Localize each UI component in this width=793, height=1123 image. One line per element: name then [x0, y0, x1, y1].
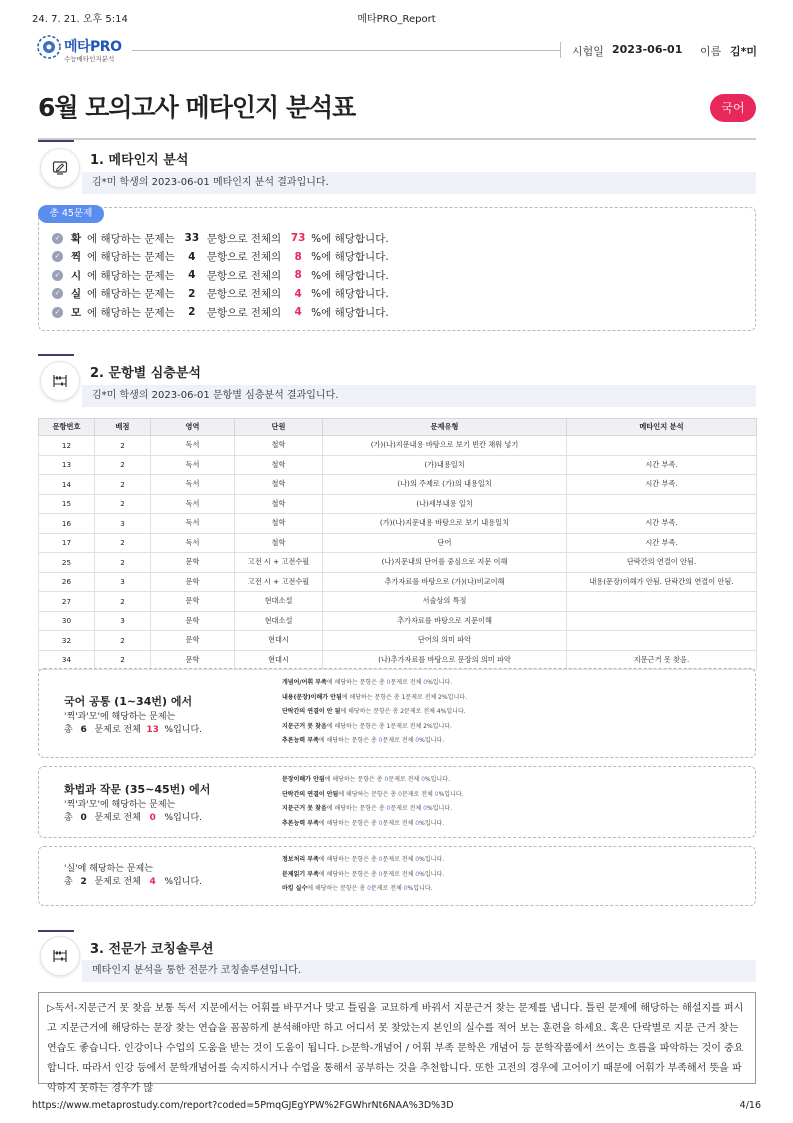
- detail-name: 내용(문장)이해가 안됨: [282, 693, 342, 701]
- detail-line: [282, 734, 467, 749]
- table-cell: 시간 부족.: [567, 514, 757, 534]
- question-analysis-table: [38, 418, 757, 670]
- table-cell: 지문근거 못 찾음.: [567, 650, 757, 670]
- table-cell: 단락간의 연결이 안됨.: [567, 553, 757, 573]
- top-separator: [560, 42, 561, 58]
- top-divider: [132, 50, 560, 51]
- summary-phrase-c: %에 해당합니다.: [311, 232, 389, 245]
- summary-count: 2: [188, 306, 196, 318]
- table-cell: 25: [39, 553, 95, 573]
- table-header-cell: 영역: [151, 419, 235, 436]
- table-cell: (가)(나)지문내용 바탕으로 보기 빈칸 채워 넣기: [323, 436, 567, 456]
- abacus-icon: [52, 948, 68, 964]
- detail-text-b: 문제로 전체: [388, 776, 422, 783]
- detail-text-c: %입니다.: [419, 819, 445, 827]
- summary-percent: 8: [294, 269, 302, 281]
- detail-line: [282, 676, 467, 691]
- print-title: 메타PRO_Report: [357, 14, 436, 25]
- table-cell: 27: [39, 592, 95, 612]
- table-cell: 13: [39, 455, 95, 475]
- detail-name: 개념어/어휘 부족: [282, 679, 327, 686]
- detail-line: [282, 773, 464, 788]
- table-cell: 추가자료를 바탕으로 지문이해: [323, 611, 567, 631]
- total-questions-pill: 총 45문제: [38, 205, 104, 223]
- detail-count: 0: [378, 870, 383, 878]
- detail-line: [282, 720, 467, 735]
- table-row: [39, 631, 757, 651]
- sil-analysis-line2: [64, 876, 202, 889]
- detail-line: [282, 788, 464, 803]
- detail-name: 문제읽기 부족: [282, 870, 319, 878]
- detail-text-b: 문제로 전체: [382, 737, 416, 744]
- detail-text-b: 문제로 전체: [401, 790, 435, 798]
- table-cell: [567, 494, 757, 514]
- summary-category: 실: [71, 288, 82, 300]
- table-row: [39, 611, 757, 631]
- detail-text-a: 에 해당하는 문항은 총: [326, 805, 387, 812]
- detail-text-a: 에 해당하는 문항은 총 2문제로 전체 4%입니다.: [340, 708, 466, 715]
- detail-text-a: 에 해당하는 문항은 총: [324, 776, 385, 783]
- section3-icon: [40, 936, 80, 976]
- detail-percent: 0: [403, 885, 408, 892]
- hwa-mid: 문제로 전체: [94, 813, 141, 823]
- summary-row: [52, 285, 389, 303]
- table-row: [39, 553, 757, 573]
- detail-line: [282, 802, 464, 817]
- common-pct: 13: [146, 725, 159, 735]
- subject-badge: 국어: [710, 94, 756, 122]
- page-title: 6월 모의고사 메타인지 분석표: [38, 93, 356, 122]
- exam-date-value: 2023-06-01: [612, 43, 683, 56]
- detail-percent: 0: [415, 870, 420, 878]
- table-cell: 12: [39, 436, 95, 456]
- summary-phrase-a: 에 해당하는 문제는: [87, 232, 175, 245]
- summary-count: 4: [188, 250, 196, 263]
- table-cell: 철학: [235, 514, 323, 534]
- table-cell: 2: [95, 650, 151, 670]
- common-analysis-details: [282, 676, 467, 749]
- summary-row: [52, 303, 389, 321]
- table-cell: 문학: [151, 631, 235, 651]
- table-cell: 철학: [235, 436, 323, 456]
- section1-icon: [40, 148, 80, 188]
- detail-text-c: %입니다.: [419, 856, 445, 863]
- section3-subtitle: 메타인지 분석을 통한 전문가 코칭솔루션입니다.: [92, 965, 302, 976]
- table-cell: 독서: [151, 436, 235, 456]
- summary-category: 찍: [71, 251, 82, 263]
- table-cell: 26: [39, 572, 95, 592]
- table-header-cell: 문항번호: [39, 419, 95, 436]
- table-cell: (가)(나)지문내용 바탕으로 보기 내용일치: [323, 514, 567, 534]
- summary-phrase-c: %에 해당합니다.: [311, 288, 389, 300]
- table-cell: (나)지문내의 단어를 중심으로 지문 이해: [323, 553, 567, 573]
- table-cell: 독서: [151, 494, 235, 514]
- detail-name: 정보처리 부족: [282, 856, 319, 863]
- detail-name: 추론능력 부족: [282, 737, 319, 744]
- coaching-solution-text: ▷독서-지문근거 못 찾음 보통 독서 지문에서는 어휘를 바꾸거나 맞고 틀림을 교묘하게 바꿔서 지문근거 찾는 문제를 냅니다. 틀린 문제에 해당하는 해설지를 펴시고 지문근거에 해당하는 문장 찾는 연습을 꼼꼼하게 분석해야만 하고 어디서 못 찾았는지 본인의 실수를 적어 보는 훈련을 하세요. 혹은 단락별로 지문 근거 찾는 연습도 좋습니다. 인강이나 수업의 도움을 받는 것이 도움이 됩니다. ▷문학-개념어 / 어휘 부족 문학은 개념어 등 문학작품에서 쓰이는 흐름을 파악하는 것이 중요합니다. 따라서 인강 등에서 문학개념어를 숙지하시거나 수업을 통해서 공부하는 것을 추천합니다. 또한 고전의 경우에 고어이기 때문에 어휘가 부족해서 뜻을 파악하지 못하는 경우가 많: [38, 992, 756, 1084]
- common-analysis-text: [64, 711, 202, 737]
- detail-percent: 0: [415, 856, 420, 863]
- table-cell: [567, 631, 757, 651]
- table-row: [39, 572, 757, 592]
- detail-text-a: 에 해당하는 문항은 총: [318, 870, 379, 878]
- summary-phrase-a: 에 해당하는 문제는: [87, 251, 175, 263]
- section1-subtitle-bar: [82, 172, 756, 194]
- detail-count: 0: [378, 737, 383, 744]
- table-cell: 2: [95, 475, 151, 495]
- summary-count: 33: [184, 232, 200, 244]
- detail-name: 단락간의 연결이 안됨: [282, 790, 339, 798]
- title-divider: [38, 138, 756, 140]
- summary-percent: 8: [294, 250, 302, 263]
- summary-row: [52, 248, 389, 266]
- sil-analysis-text: [64, 863, 202, 889]
- detail-line: [282, 817, 464, 832]
- table-cell: 문학: [151, 650, 235, 670]
- detail-text-a: 에 해당하는 문항은 총: [307, 885, 368, 892]
- common-analysis-line1: '찍'과'모'에 해당하는 문제는: [64, 712, 176, 722]
- brand-subtitle: 수능메타인지분석: [64, 55, 115, 63]
- summary-category: 시: [71, 269, 82, 282]
- common-analysis-title: 국어 공통 (1~34번) 에서: [64, 695, 193, 708]
- table-row: [39, 455, 757, 475]
- hwa-analysis-text: [64, 799, 202, 825]
- summary-count: 2: [188, 287, 196, 300]
- table-cell: (나)세부내용 일치: [323, 494, 567, 514]
- detail-text-a: 에 해당하는 문항은 총 1문제로 전체 2%입니다.: [326, 722, 452, 730]
- detail-percent: 0: [423, 679, 428, 686]
- detail-text-b: 문제로 전체: [390, 679, 424, 686]
- section2-icon: [40, 361, 80, 401]
- detail-text-c: %입니다.: [427, 679, 453, 686]
- summary-category: 모: [71, 306, 82, 319]
- table-cell: 문학: [151, 592, 235, 612]
- table-row: [39, 494, 757, 514]
- section1-accent-bar: [38, 140, 74, 142]
- table-cell: 15: [39, 494, 95, 514]
- detail-text-b: 문제로 전체: [382, 870, 416, 878]
- table-row: [39, 533, 757, 553]
- common-post: %입니다.: [164, 725, 203, 735]
- table-cell: 철학: [235, 455, 323, 475]
- table-cell: (나)의 주제로 (가)의 내용일치: [323, 475, 567, 495]
- detail-text-a: 에 해당하는 문항은 총: [326, 679, 387, 686]
- table-header-row: [39, 419, 757, 436]
- detail-line: [282, 882, 444, 897]
- table-row: [39, 436, 757, 456]
- detail-percent: 0: [415, 819, 420, 827]
- table-cell: 2: [95, 553, 151, 573]
- detail-count: 0: [378, 819, 383, 827]
- detail-text-b: 문제로 전체: [382, 856, 416, 863]
- hwa-analysis-line1: '찍'과'모'에 해당하는 문제는: [64, 800, 176, 810]
- detail-name: 마킹 실수: [282, 885, 308, 892]
- table-cell: 3: [95, 572, 151, 592]
- table-cell: 서술상의 특징: [323, 592, 567, 612]
- table-cell: 3: [95, 514, 151, 534]
- detail-count: 0: [367, 885, 371, 892]
- summary-phrase-b: 문항으로 전체의: [206, 288, 282, 300]
- section2-subtitle-bar: [82, 385, 756, 407]
- table-header-cell: 메타인지 분석: [567, 419, 757, 436]
- detail-count: 0: [378, 856, 383, 863]
- table-cell: 2: [95, 455, 151, 475]
- detail-text-c: %입니다.: [419, 870, 445, 878]
- common-pre: 총: [64, 725, 73, 735]
- sil-post: %입니다.: [164, 877, 203, 887]
- table-row: [39, 475, 757, 495]
- summary-phrase-b: 문항으로 전체의: [206, 306, 282, 319]
- table-row: [39, 650, 757, 670]
- detail-line: [282, 868, 444, 883]
- detail-count: 0: [386, 805, 391, 812]
- table-cell: [567, 436, 757, 456]
- table-header-cell: 단원: [235, 419, 323, 436]
- detail-count: 0: [384, 776, 389, 783]
- summary-phrase-c: %에 해당합니다.: [311, 251, 389, 263]
- table-cell: 문학: [151, 553, 235, 573]
- table-cell: 2: [95, 631, 151, 651]
- table-cell: 문학: [151, 572, 235, 592]
- summary-phrase-b: 문항으로 전체의: [206, 269, 282, 282]
- summary-row: [52, 266, 389, 284]
- summary-category: 확: [71, 232, 82, 245]
- sil-analysis-details: [282, 853, 444, 897]
- detail-text-a: 에 해당하는 문항은 총: [338, 790, 399, 798]
- detail-name: 문장이해가 안됨: [282, 776, 325, 783]
- hwa-count: 0: [80, 813, 87, 823]
- detail-text-c: %입니다.: [407, 885, 433, 892]
- table-cell: 독서: [151, 455, 235, 475]
- table-cell: 2: [95, 533, 151, 553]
- hwa-pre: 총: [64, 813, 73, 823]
- table-cell: 현대소설: [235, 611, 323, 631]
- detail-percent: 0: [421, 776, 425, 783]
- table-cell: 현대소설: [235, 592, 323, 612]
- summary-percent: 4: [294, 306, 302, 318]
- detail-line: [282, 705, 467, 720]
- detail-line: [282, 853, 444, 868]
- detail-name: 지문근거 못 찾음: [282, 722, 327, 730]
- summary-row: [52, 229, 389, 247]
- summary-phrase-a: 에 해당하는 문제는: [87, 306, 175, 319]
- print-page-number: 4/16: [739, 1100, 761, 1111]
- detail-name: 지문근거 못 찾음: [282, 805, 327, 812]
- hwa-analysis-line2: [64, 812, 202, 825]
- summary-count: 4: [188, 269, 196, 281]
- check-circle-icon: ✓: [52, 270, 63, 281]
- table-cell: 14: [39, 475, 95, 495]
- detail-text-c: %입니다.: [438, 790, 464, 798]
- section3-accent-bar: [38, 930, 74, 932]
- detail-percent: 0: [434, 790, 439, 798]
- table-cell: 독서: [151, 475, 235, 495]
- table-cell: 34: [39, 650, 95, 670]
- detail-percent: 0: [415, 737, 420, 744]
- table-cell: 철학: [235, 475, 323, 495]
- table-row: [39, 592, 757, 612]
- abacus-icon: [52, 373, 68, 389]
- student-name-label: 이름: [700, 45, 722, 58]
- sil-pre: 총: [64, 877, 73, 887]
- detail-text-b: 문제로 전체: [370, 885, 404, 892]
- common-mid: 문제로 전체: [94, 725, 141, 735]
- brand-name: 메타PRO: [64, 39, 122, 55]
- summary-percent: 4: [294, 287, 302, 300]
- table-body: [39, 436, 757, 670]
- section1-subtitle: 김*미 학생의 2023-06-01 메타인지 분석 결과입니다.: [92, 177, 329, 188]
- sil-analysis-line1: '실'에 해당하는 문제는: [64, 864, 153, 874]
- table-cell: 2: [95, 494, 151, 514]
- brand-logo-icon: [36, 34, 62, 60]
- summary-phrase-c: %에 해당합니다.: [311, 269, 389, 282]
- table-cell: 현대시: [235, 650, 323, 670]
- hwa-analysis-details: [282, 773, 464, 831]
- table-cell: 시간 부족.: [567, 455, 757, 475]
- table-cell: 현대시: [235, 631, 323, 651]
- detail-percent: 0: [423, 805, 427, 812]
- table-header-cell: 문제유형: [323, 419, 567, 436]
- table-cell: 단어: [323, 533, 567, 553]
- table-cell: 내용(문장)이해가 안됨. 단락간의 연결이 안됨.: [567, 572, 757, 592]
- summary-phrase-b: 문항으로 전체의: [206, 232, 282, 245]
- section2-subtitle: 김*미 학생의 2023-06-01 문항별 심층분석 결과입니다.: [92, 390, 339, 401]
- table-cell: 고전 시 + 고전수필: [235, 553, 323, 573]
- common-analysis-line2: [64, 724, 202, 737]
- print-url: https://www.metaprostudy.com/report?coded=5PmqGJEgYPW%2FGWhrNt6NAA%3D%3D: [32, 1100, 454, 1111]
- detail-text-a: 에 해당하는 문항은 총 1문제로 전체 2%입니다.: [341, 693, 467, 701]
- detail-text-c: %입니다.: [424, 776, 450, 783]
- detail-text-a: 에 해당하는 문항은 총: [318, 737, 379, 744]
- table-cell: 독서: [151, 514, 235, 534]
- print-datetime: 24. 7. 21. 오후 5:14: [32, 14, 128, 25]
- summary-phrase-b: 문항으로 전체의: [206, 251, 282, 263]
- check-circle-icon: ✓: [52, 307, 63, 318]
- table-cell: 철학: [235, 494, 323, 514]
- summary-phrase-a: 에 해당하는 문제는: [87, 269, 175, 282]
- table-cell: 30: [39, 611, 95, 631]
- table-cell: 시간 부족.: [567, 475, 757, 495]
- common-count: 6: [80, 725, 87, 735]
- sil-mid: 문제로 전체: [94, 877, 141, 887]
- table-cell: 고전 시 + 고전수필: [235, 572, 323, 592]
- table-cell: 독서: [151, 533, 235, 553]
- detail-text-b: 문제로 전체: [382, 819, 416, 827]
- table-cell: 단어의 의미 파악: [323, 631, 567, 651]
- section3-title: 3. 전문가 코칭솔루션: [90, 942, 214, 957]
- summary-phrase-a: 에 해당하는 문제는: [87, 288, 175, 300]
- detail-count: 0: [398, 790, 402, 798]
- hwa-analysis-title: 화법과 작문 (35~45번) 에서: [64, 783, 211, 796]
- table-cell: 32: [39, 631, 95, 651]
- summary-phrase-c: %에 해당합니다.: [311, 306, 389, 319]
- detail-name: 단락간의 연결이 안 됨: [282, 708, 341, 715]
- detail-name: 추론능력 부족: [282, 819, 319, 827]
- detail-text-a: 에 해당하는 문항은 총: [318, 856, 379, 863]
- table-cell: 2: [95, 436, 151, 456]
- edit-monitor-icon: [52, 160, 68, 176]
- check-circle-icon: ✓: [52, 251, 63, 262]
- table-cell: [567, 592, 757, 612]
- detail-text-a: 에 해당하는 문항은 총: [318, 819, 379, 827]
- hwa-post: %입니다.: [164, 813, 203, 823]
- check-circle-icon: ✓: [52, 233, 63, 244]
- hwa-pct: 0: [149, 813, 156, 823]
- sil-pct: 4: [149, 877, 156, 887]
- sil-count: 2: [80, 877, 87, 887]
- table-cell: (가)내용일치: [323, 455, 567, 475]
- section2-accent-bar: [38, 354, 74, 356]
- exam-date-label: 시험일: [572, 45, 604, 58]
- table-cell: 2: [95, 592, 151, 612]
- table-cell: [567, 611, 757, 631]
- check-circle-icon: ✓: [52, 288, 63, 299]
- detail-line: [282, 691, 467, 706]
- section2-title: 2. 문항별 심층분석: [90, 366, 201, 381]
- detail-text-b: 문제로 전체: [390, 805, 424, 812]
- table-cell: 추가자료를 바탕으로 (가)(나)비교이해: [323, 572, 567, 592]
- detail-text-c: %입니다.: [419, 737, 445, 744]
- table-cell: 3: [95, 611, 151, 631]
- student-name-value: 김*미: [730, 45, 758, 58]
- section1-title: 1. 메타인지 분석: [90, 153, 189, 168]
- detail-text-c: %입니다.: [427, 805, 452, 812]
- table-header-cell: 배점: [95, 419, 151, 436]
- detail-count: 0: [386, 679, 391, 686]
- table-cell: 문학: [151, 611, 235, 631]
- table-cell: 16: [39, 514, 95, 534]
- table-cell: 철학: [235, 533, 323, 553]
- table-cell: (나)추가자료를 바탕으로 문장의 의미 파악: [323, 650, 567, 670]
- table-cell: 시간 부족.: [567, 533, 757, 553]
- summary-percent: 73: [290, 232, 306, 244]
- table-cell: 17: [39, 533, 95, 553]
- table-row: [39, 514, 757, 534]
- section3-subtitle-bar: [82, 960, 756, 982]
